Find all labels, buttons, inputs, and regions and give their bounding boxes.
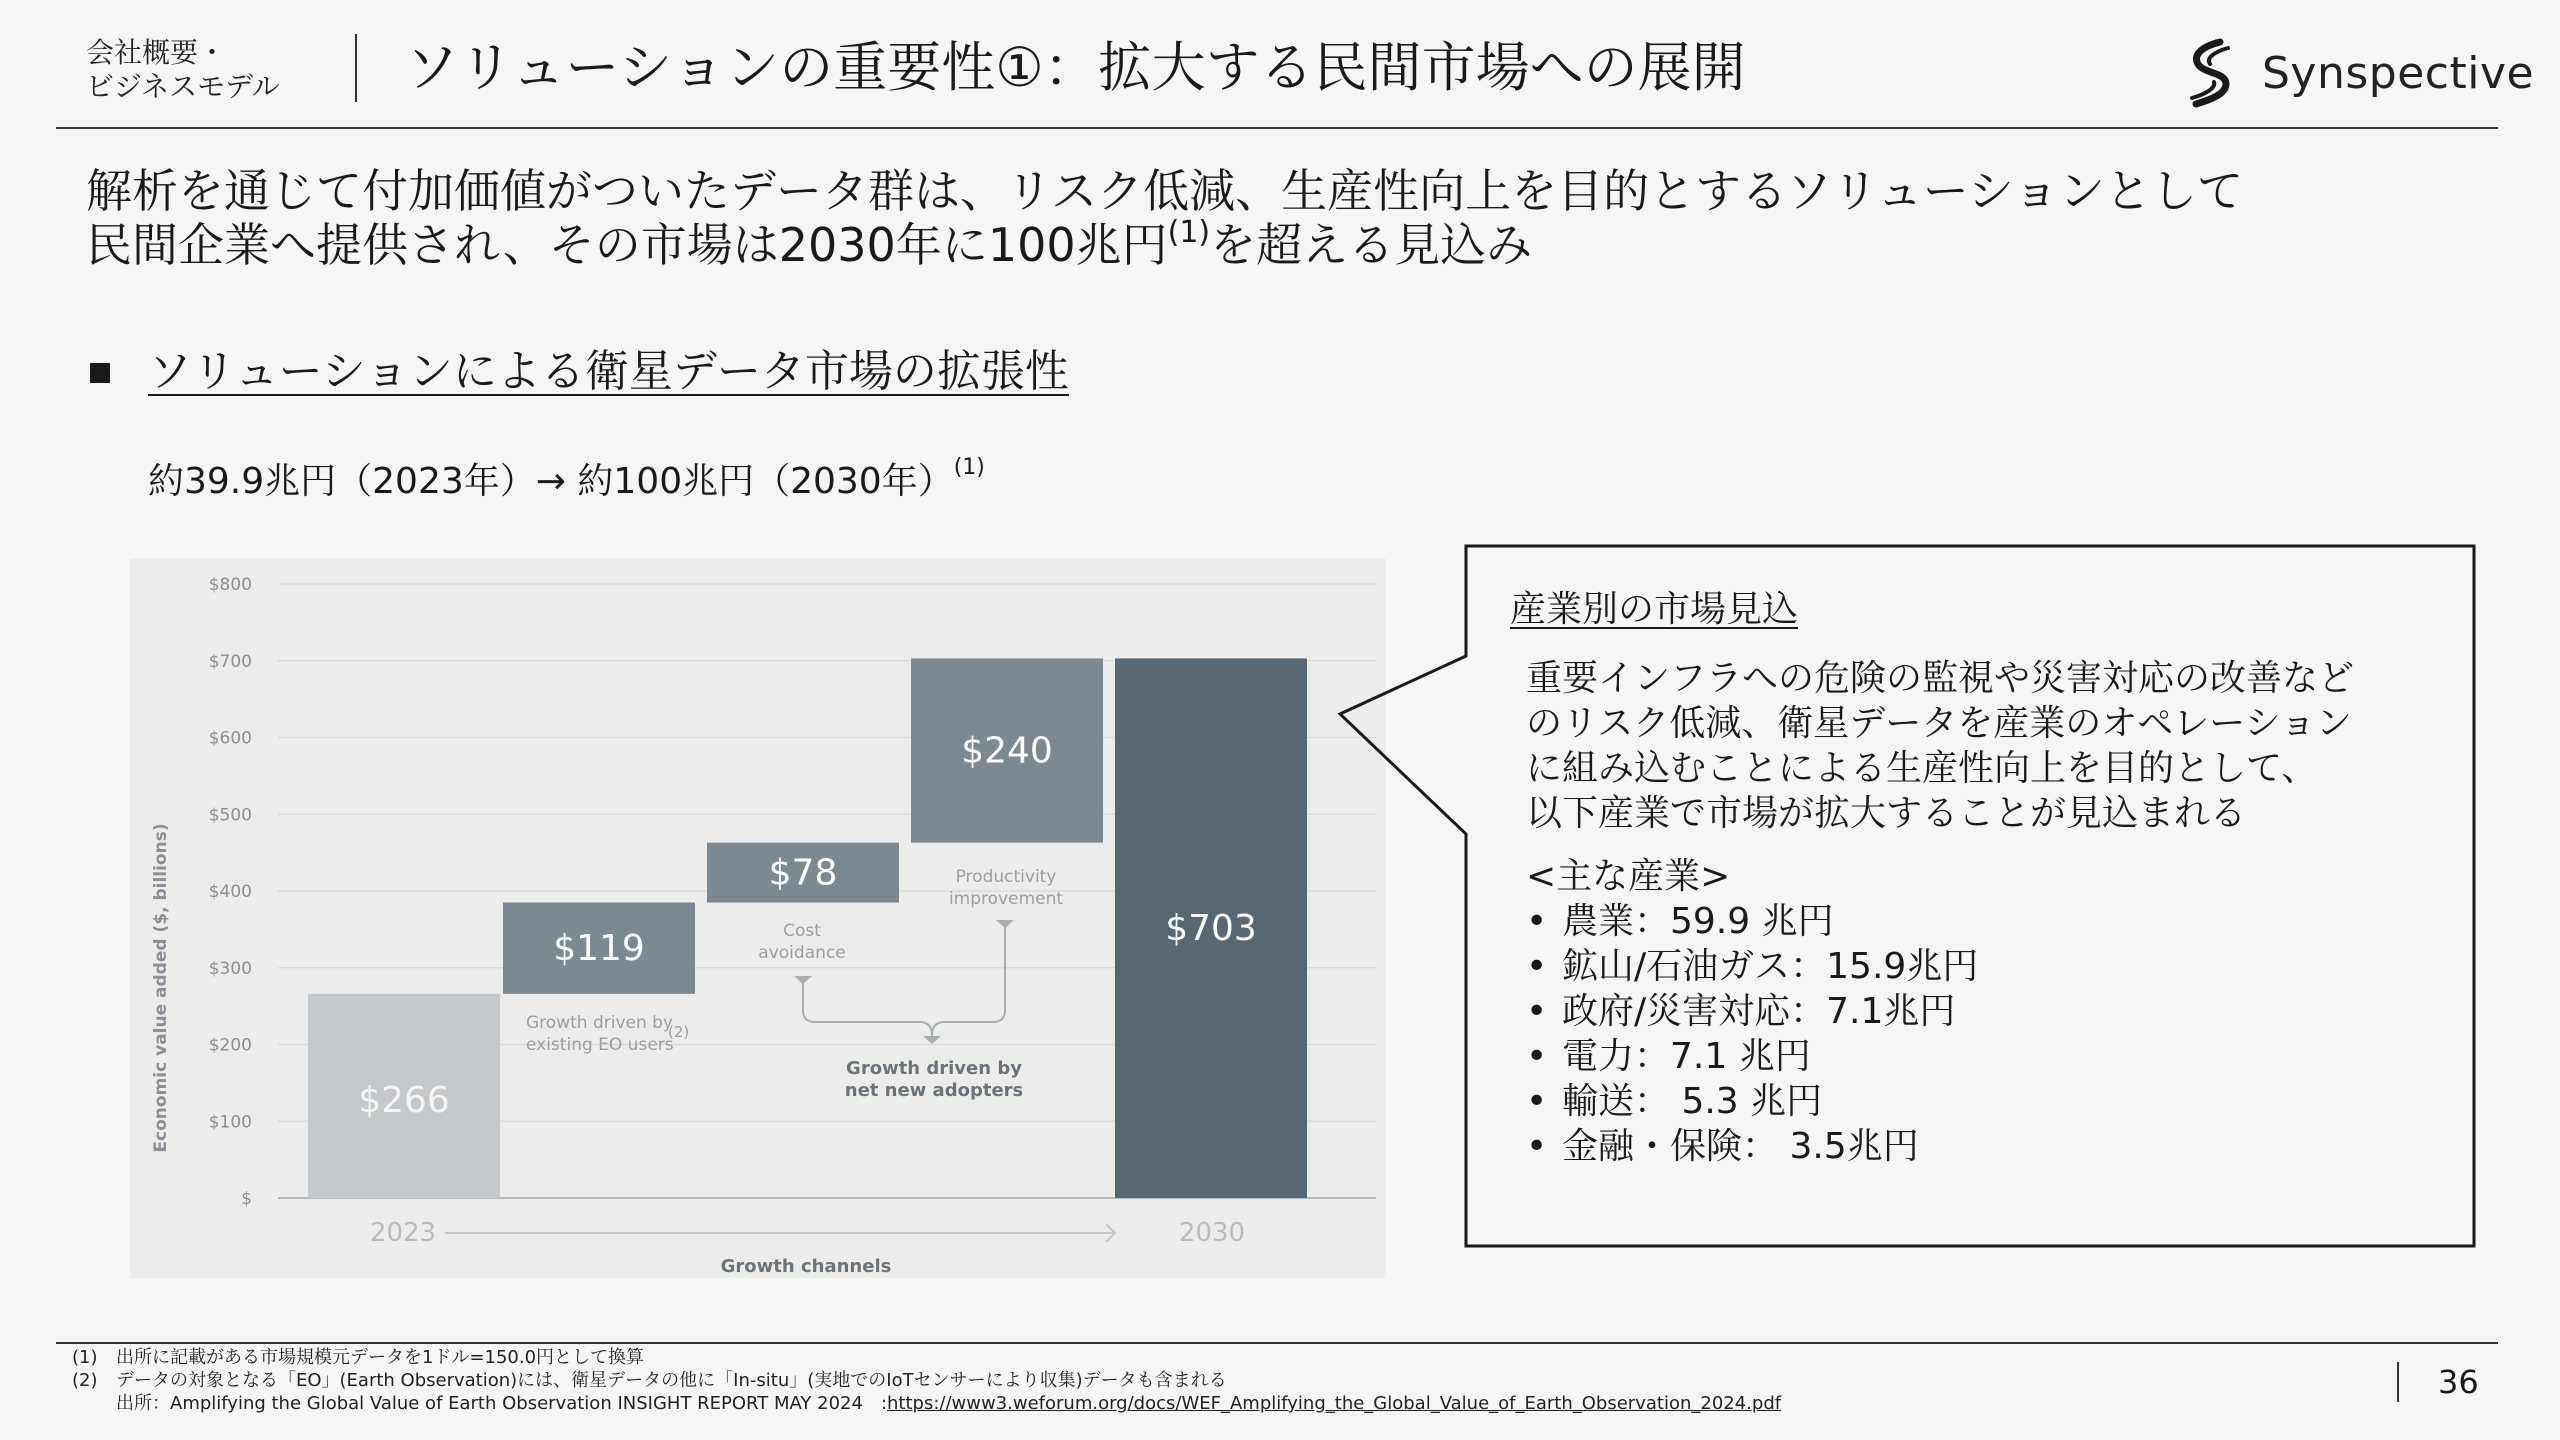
annotation-existing-users-note: (2) <box>668 1023 690 1041</box>
industry-list <box>1510 899 2436 1169</box>
waterfall-chart-panel <box>130 558 1386 1278</box>
new-adopters-bracket <box>803 920 1005 1036</box>
productivity-bracket-tip <box>996 920 1014 928</box>
callout-title: 産業別の市場見込 <box>1510 589 1799 630</box>
annotation-new-adopters-line1: Growth driven by <box>846 1058 1022 1079</box>
source-note <box>72 1392 1781 1415</box>
bullet-dot: • <box>1526 1081 1548 1122</box>
x-axis-label: Growth channels <box>720 1256 892 1277</box>
y-tick-label: $ <box>241 1189 252 1209</box>
header-divider <box>355 34 357 102</box>
annotation-cost-line2: avoidance <box>758 943 846 963</box>
industry-item <box>1510 1034 2436 1079</box>
header-section-label <box>86 36 316 104</box>
bullet-dot: • <box>1526 901 1548 942</box>
industries-title: <主な産業> <box>1526 856 1731 897</box>
callout-desc-line2: のリスク低減、衛星データを産業のオペレーション <box>1526 703 2352 744</box>
header-rule <box>56 127 2498 129</box>
company-logo <box>2180 38 2534 108</box>
market-summary-text: 約39.9兆円（2023年）→ 約100兆円（2030年） <box>148 461 954 502</box>
new-adopters-bracket-tip <box>923 1036 941 1044</box>
y-tick-label: $200 <box>208 1035 252 1056</box>
section-heading: ソリューションによる衛星データ市場の拡張性 <box>148 346 1069 397</box>
bar-value-label: $119 <box>553 928 645 970</box>
industry-text: 農業：59.9 兆円 <box>1562 901 1834 942</box>
footnote-1-number: (1) <box>72 1347 98 1368</box>
callout-desc-line4: 以下産業で市場が拡大することが見込まれる <box>1526 793 2247 834</box>
footnote-2 <box>72 1369 1781 1392</box>
industry-item <box>1510 989 2436 1034</box>
bar-value-label: $703 <box>1165 908 1257 950</box>
synspective-logo-icon <box>2180 38 2244 108</box>
industry-outlook-callout <box>1466 544 2476 1246</box>
market-summary <box>148 456 985 508</box>
logo-text: Synspective <box>2262 47 2535 99</box>
annotation-new-adopters-line2: net new adopters <box>844 1080 1024 1101</box>
source-link[interactable]: https://www3.weforum.org/docs/WEF_Amplifying_the_Global_Value_of_Earth_Observation_2024.pdf <box>887 1393 1782 1414</box>
y-tick-label: $600 <box>208 728 252 749</box>
bar-value-label: $266 <box>358 1080 450 1121</box>
section-label-line2: ビジネスモデル <box>86 70 280 103</box>
page-number-divider <box>2397 1362 2399 1402</box>
market-summary-footnote-ref: (1) <box>953 455 985 480</box>
industry-item <box>1510 1079 2436 1124</box>
footnote-2-number: (2) <box>72 1370 98 1391</box>
y-tick-label: $100 <box>208 1112 252 1133</box>
lead-footnote-ref: (1) <box>1167 215 1211 250</box>
y-tick-label: $400 <box>208 882 252 902</box>
industry-text: 電力：7.1 兆円 <box>1562 1036 1811 1077</box>
section-bullet <box>90 363 110 383</box>
x-end-label: 2030 <box>1178 1218 1246 1248</box>
bullet-dot: • <box>1526 946 1548 987</box>
callout-desc-line1: 重要インフラへの危険の監視や災害対応の改善など <box>1526 658 2355 699</box>
lead-line1: 解析を通じて付加価値がついたデータ群は、リスク低減、生産性向上を目的とするソリューションとして <box>86 164 2243 218</box>
lead-line2 <box>86 215 2486 272</box>
page-title: ソリューションの重要性①：拡大する民間市場への展開 <box>405 36 1746 99</box>
lead-statement <box>86 164 2486 272</box>
lead-line2-text: 民間企業へ提供され、その市場は2030年に100兆円 <box>86 218 1168 272</box>
annotation-existing-users-line1: Growth driven by <box>526 1013 673 1033</box>
industry-text: 金融・保険： 3.5兆円 <box>1562 1126 1919 1167</box>
lead-line2-tail: を超える見込み <box>1210 218 1533 272</box>
footnote-1-text: 出所に記載がある市場規模元データを1ドル=150.0円として換算 <box>116 1347 645 1368</box>
cost-bracket-tip <box>794 976 812 984</box>
callout-description <box>1510 656 2436 836</box>
source-text: 出所：Amplifying the Global Value of Earth Observation INSIGHT REPORT MAY 2024 : <box>116 1393 888 1414</box>
industry-item <box>1510 944 2436 989</box>
y-tick-label: $700 <box>208 651 252 672</box>
callout-desc-line3: に組み込むことによる生産性向上を目的として、 <box>1526 748 2318 789</box>
annotation-productivity-line2: improvement <box>948 889 1064 909</box>
y-tick-label: $800 <box>208 575 252 595</box>
industry-text: 輸送： 5.3 兆円 <box>1562 1081 1823 1122</box>
section-label-line1: 会社概要・ <box>86 36 227 69</box>
bar-value-label: $78 <box>768 852 838 894</box>
annotation-cost-line1: Cost <box>783 921 821 941</box>
annotation-existing-users-line2: existing EO users <box>526 1035 674 1055</box>
industry-item <box>1510 899 2436 944</box>
industry-text: 政府/災害対応：7.1兆円 <box>1562 991 1956 1032</box>
bullet-dot: • <box>1526 1036 1548 1077</box>
page-number: 36 <box>2438 1363 2479 1401</box>
x-start-label: 2023 <box>369 1218 437 1248</box>
y-tick-label: $300 <box>208 958 252 979</box>
industry-text: 鉱山/石油ガス：15.9兆円 <box>1562 946 1979 987</box>
footnotes <box>72 1346 1781 1415</box>
bullet-dot: • <box>1526 1126 1548 1167</box>
footnote-2-text: データの対象となる「EO」(Earth Observation)には、衛星データの他に「In-situ」(実地でのIoTセンサーにより収集)データも含まれる <box>116 1370 1227 1391</box>
waterfall-chart <box>130 558 1386 1278</box>
footer-rule <box>56 1342 2498 1344</box>
industry-item <box>1510 1124 2436 1169</box>
bullet-dot: • <box>1526 991 1548 1032</box>
annotation-productivity-line1: Productivity <box>955 867 1057 887</box>
y-axis-label: Economic value added ($, billions) <box>151 823 171 1153</box>
footnote-1 <box>72 1346 1781 1369</box>
y-tick-label: $500 <box>208 805 252 826</box>
bar-value-label: $240 <box>961 730 1053 772</box>
